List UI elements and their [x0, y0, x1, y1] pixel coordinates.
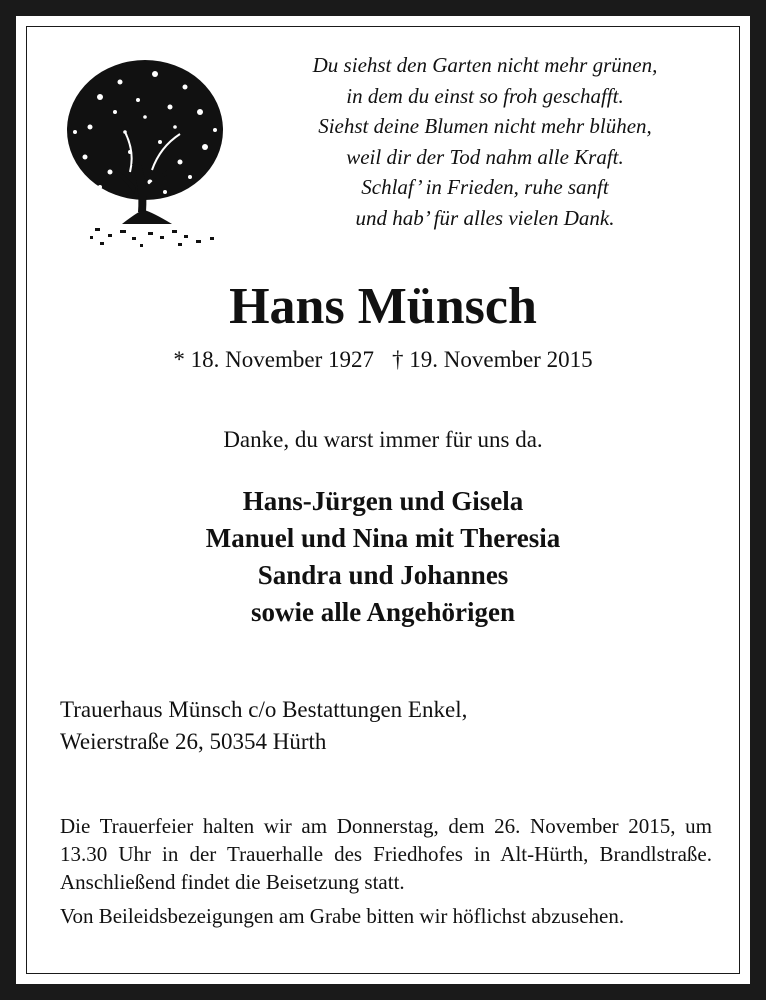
mourner-line: Sandra und Johannes: [257, 560, 509, 590]
tree-icon: [60, 52, 235, 252]
address-line-2: Weierstraße 26, 50354 Hürth: [60, 729, 327, 754]
address-line-1: Trauerhaus Münsch c/o Bestattungen Enkel,: [60, 697, 468, 722]
mourner-line: Manuel und Nina mit Theresia: [205, 523, 561, 553]
poem-line: und hab’ für alles vielen Dank.: [355, 205, 615, 230]
mourners-list: [0, 483, 766, 631]
poem: [270, 50, 700, 233]
mourning-address: [60, 694, 720, 758]
mourner-line: Hans-Jürgen und Gisela: [242, 486, 524, 516]
poem-line: weil dir der Tod nahm alle Kraft.: [346, 144, 624, 169]
life-dates: [0, 340, 766, 380]
poem-line: in dem du einst so froh geschafft.: [346, 83, 624, 108]
mourner-line: sowie alle Angehörigen: [251, 597, 515, 627]
deceased-name: Hans Münsch: [229, 278, 537, 335]
thanks-line: Danke, du warst immer für uns da.: [223, 427, 543, 452]
death-date: † 19. November 2015: [392, 347, 593, 372]
ceremony-text: Die Trauerfeier halten wir am Donnerstag, dem 26. November 2015, um 13.30 Uhr in der Trauerhalle des Friedhofes in Alt-Hürth, Brandlstraße. Anschließend findet die Beisetzung statt.: [60, 814, 712, 894]
service-info: [60, 812, 712, 930]
poem-line: Du siehst den Garten nicht mehr grünen,: [312, 53, 658, 77]
birth-date: * 18. November 1927: [173, 347, 374, 372]
condolences-text: Von Beileidsbezeigungen am Grabe bitten wir höflichst abzusehen.: [60, 904, 625, 928]
poem-line: Schlaf’ in Frieden, ruhe sanft: [361, 175, 609, 199]
poem-line: Siehst deine Blumen nicht mehr blühen,: [318, 114, 652, 138]
